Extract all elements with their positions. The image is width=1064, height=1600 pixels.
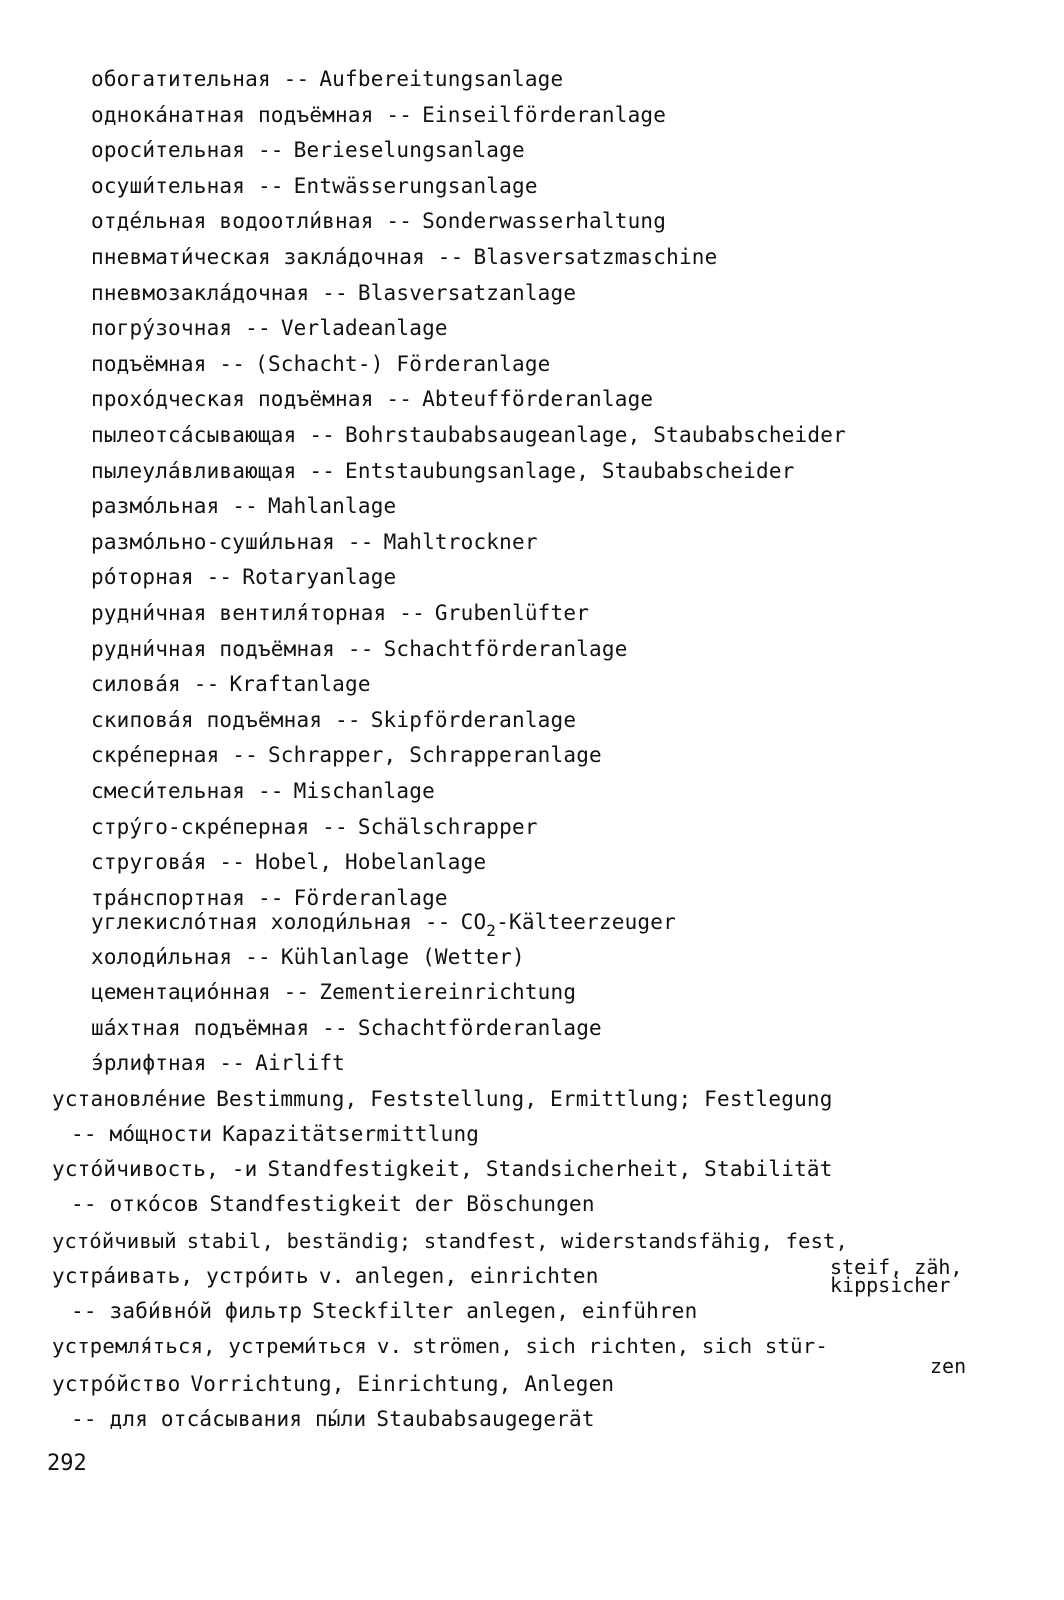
german-translation: Kühlanlage (Wetter)	[280, 945, 525, 969]
german-translation: Förderanlage	[293, 885, 448, 910]
german-translation: Hobel, Hobelanlage	[255, 850, 487, 875]
russian-term: холоди́льная --	[91, 945, 271, 969]
russian-term: рудни́чная вентиля́торная --	[91, 601, 425, 625]
german-translation: Bohrstaubabsaugeanlage, Staubabscheider	[345, 423, 846, 447]
definition: Standfestigkeit der Böschungen	[209, 1192, 595, 1216]
german-translation: Schälschrapper	[357, 814, 538, 839]
german-translation: Mahlanlage	[267, 494, 397, 519]
german-translation: Einseilförderanlage	[422, 102, 667, 127]
entry-ustoichivyi	[52, 1229, 848, 1253]
german-translation: Schrapper, Schrapperanlage	[267, 743, 602, 768]
german-translation: (Schacht-) Förderanlage	[255, 351, 551, 376]
russian-term: ороси́тельная --	[91, 138, 284, 163]
dictionary-subentry	[91, 1051, 345, 1075]
subentry-term: -- мо́щности	[71, 1122, 213, 1146]
russian-term: отде́льная водоотли́вная --	[91, 209, 413, 234]
russian-term: прохо́дческая подъёмная --	[91, 387, 413, 412]
russian-term: осуши́тельная --	[91, 173, 284, 198]
german-translation: Schachtförderanlage	[357, 1015, 602, 1040]
german-translation: Sonderwasserhaltung	[422, 209, 667, 234]
german-translation: Blasversatzmaschine	[473, 245, 718, 269]
russian-term: скре́перная --	[91, 743, 258, 768]
dictionary-subentry	[91, 945, 525, 969]
definition: stabil, beständig; standfest, widerstandsfähig, fest,	[186, 1229, 849, 1253]
dictionary-subentry	[91, 743, 602, 767]
german-translation: Schachtförderanlage	[383, 636, 628, 661]
russian-term: ро́торная --	[91, 565, 233, 590]
german-translation: Zementiereinrichtung	[319, 980, 577, 1005]
dictionary-subentry	[91, 672, 371, 696]
german-translation: Blasversatzanlage	[357, 280, 577, 305]
entry-otkosov	[71, 1192, 595, 1216]
german-translation: Airlift	[255, 1050, 346, 1075]
subentry-term: -- отко́сов	[71, 1192, 200, 1216]
definition: Staubabsaugegerät	[376, 1407, 595, 1431]
headword: устро́йство	[52, 1372, 181, 1396]
dictionary-subentry	[91, 281, 576, 305]
russian-term: э́рлифтная --	[91, 1050, 246, 1075]
dictionary-subentry	[91, 886, 448, 910]
part-of-speech: v.	[376, 1334, 403, 1358]
russian-term: ша́хтная подъёмная --	[91, 1015, 348, 1040]
definition: Standfestigkeit, Standsicherheit, Stabilität	[267, 1157, 833, 1181]
dictionary-subentry	[91, 459, 795, 483]
russian-term: пневмати́ческая закла́дочная --	[91, 245, 464, 269]
german-translation: Aufbereitungsanlage	[319, 67, 564, 91]
german-translation: Mischanlage	[293, 779, 435, 803]
dictionary-subentry	[91, 779, 435, 803]
dictionary-subentry	[91, 565, 396, 589]
headword: усто́йчивый	[52, 1229, 177, 1253]
dictionary-subentry	[91, 601, 589, 625]
german-translation: Kraftanlage	[229, 672, 371, 697]
entry-ustroistvo	[52, 1372, 614, 1396]
dictionary-subentry	[91, 316, 448, 340]
headword: устра́ивать, устро́ить	[52, 1264, 309, 1288]
russian-term: погру́зочная --	[91, 316, 271, 341]
definition: Kapazitätsermittlung	[222, 1122, 480, 1146]
dictionary-subentry	[91, 245, 717, 269]
dictionary-subentry	[91, 138, 525, 162]
entry-ustanovlenie	[52, 1087, 833, 1111]
definition-continuation: zen	[930, 1354, 967, 1378]
part-of-speech: v.	[318, 1264, 345, 1288]
russian-term: размо́льно-суши́льная --	[91, 529, 374, 554]
russian-term: стру́го-скре́перная --	[91, 814, 348, 839]
subentry-term: -- для отса́сывания пы́ли	[71, 1407, 367, 1431]
dictionary-subentry	[91, 980, 576, 1004]
german-translation: Mahltrockner	[383, 529, 538, 554]
entry-moshchnosti	[71, 1122, 479, 1146]
dictionary-subentry	[91, 103, 666, 127]
german-translation: Rotaryanlage	[242, 565, 397, 590]
german-translation: Entstaubungsanlage, Staubabscheider	[345, 458, 795, 483]
russian-term: пылеула́вливающая --	[91, 458, 336, 483]
russian-term: цементацио́нная --	[91, 980, 310, 1005]
dictionary-subentry	[91, 494, 396, 518]
russian-term: углекисло́тная холоди́льная --	[91, 910, 451, 934]
russian-term: скипова́я подъёмная --	[91, 707, 361, 732]
entry-otsasyvaniya	[71, 1407, 595, 1431]
entry-ustoichivost	[52, 1157, 833, 1181]
definition-continuation: steif, zäh, kippsicher	[830, 1255, 963, 1297]
entry-ustremlyatsya	[52, 1334, 828, 1358]
definition: Steckfilter anlegen, einführen	[312, 1299, 698, 1323]
german-translation: Berieselungsanlage	[293, 138, 525, 163]
dictionary-subentry	[91, 815, 538, 839]
german-translation: Verladeanlage	[280, 316, 448, 341]
russian-term: пылеотса́сывающая --	[91, 423, 336, 447]
dictionary-subentry	[91, 530, 538, 554]
russian-term: подъёмная --	[91, 351, 246, 376]
entry-ustraivat	[52, 1264, 599, 1288]
russian-term: смеси́тельная --	[91, 779, 284, 803]
dictionary-entry-co2	[91, 910, 676, 940]
definition: strömen, sich richten, sich stür-	[412, 1334, 828, 1358]
dictionary-subentry	[91, 387, 653, 411]
german-translation: Abteufförderanlage	[422, 387, 654, 412]
dictionary-subentry	[91, 1016, 602, 1040]
dictionary-subentry	[91, 174, 538, 198]
russian-term: обогатительная --	[91, 67, 310, 91]
subentry-term: -- заби́вно́й фильтр	[71, 1299, 303, 1323]
page-number: 292	[47, 1451, 87, 1476]
russian-term: рудни́чная подъёмная --	[91, 636, 374, 661]
german-translation: $CO_2$-Kälteerzeuger	[460, 910, 676, 940]
entry-filtr	[71, 1299, 697, 1323]
dictionary-subentry	[91, 209, 666, 233]
russian-term: однока́натная подъёмная --	[91, 102, 413, 127]
dictionary-subentry	[91, 352, 551, 376]
definition: anlegen, einrichten	[354, 1264, 599, 1288]
russian-term: стругова́я --	[91, 850, 246, 875]
dictionary-subentry	[91, 708, 576, 732]
definition: Bestimmung, Feststellung, Ermittlung; Festlegung	[216, 1087, 833, 1111]
headword: установле́ние	[52, 1087, 207, 1111]
german-translation: Grubenlüfter	[434, 601, 590, 625]
headword: усто́йчивость, -и	[52, 1157, 258, 1181]
russian-term: размо́льная --	[91, 494, 258, 519]
russian-term: тра́нспортная --	[91, 885, 284, 910]
headword: устремля́ться, устреми́ться	[52, 1334, 367, 1358]
dictionary-subentry	[91, 67, 563, 91]
russian-term: силова́я --	[91, 672, 220, 697]
dictionary-subentry	[91, 423, 846, 447]
german-translation: Skipförderanlage	[370, 707, 577, 732]
dictionary-subentry	[91, 637, 628, 661]
dictionary-subentry	[91, 850, 486, 874]
german-translation: Entwässerungsanlage	[293, 173, 538, 198]
russian-term: пневмозакла́дочная --	[91, 280, 348, 305]
definition: Vorrichtung, Einrichtung, Anlegen	[190, 1372, 615, 1396]
